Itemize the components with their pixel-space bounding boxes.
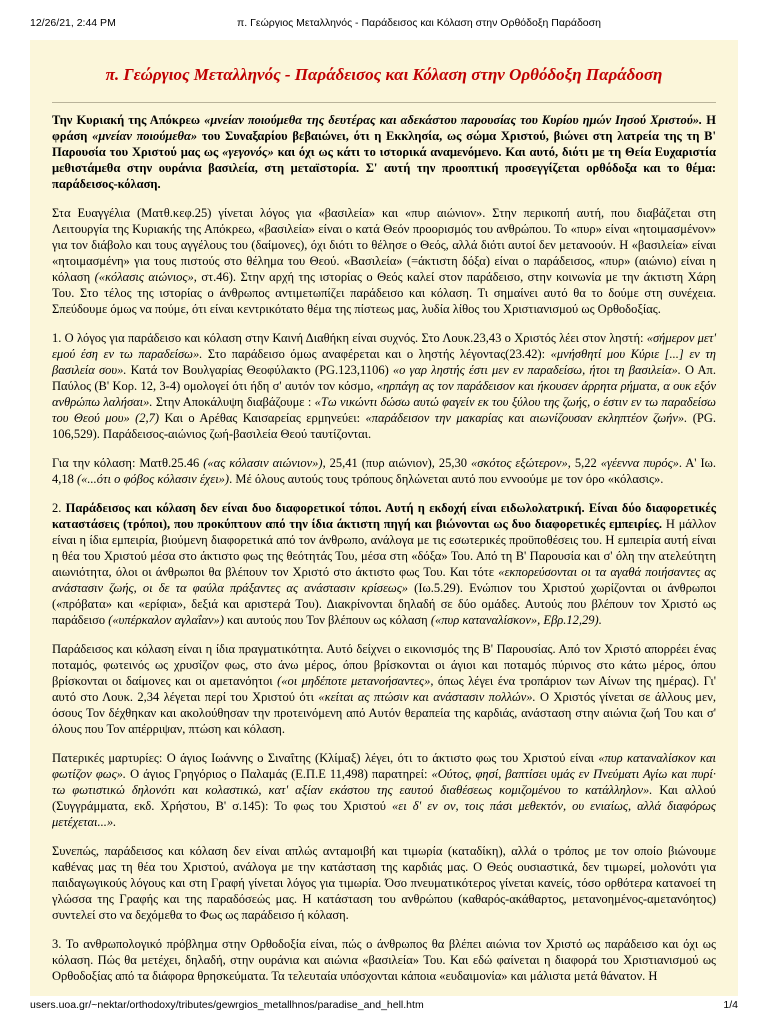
intro-paragraph: Την Κυριακή της Απόκρεω «μνείαν ποιούμεθα της δευτέρας και αδεκάστου παρουσίας του Κυρίου ημών Ιησού Χριστού». Η φράση «μνείαν ποιούμεθα» του Συναξαρίου βεβαιώνει, ότι η Εκκλησία, ως σώμα Χριστού, βιώνει στη λατρεία της τη Β' Παρουσία του Χριστού μας ως «γεγονός» και όχι ως κάτι το ιστορικά αναμενόμενο. Και αυτό, διότι με τη Θεία Ευχαριστία μεθιστάμεθα στην ουράνια βασιλεία, στη μεταϊστορία. Σ' αυτή την προοπτική προσεγγίζεται ορθόδοξα και το θέμα: παράδεισος-κόλαση. <box>52 113 716 191</box>
paragraph-patristic: Πατερικές μαρτυρίες: Ο άγιος Ιωάννης ο Σιναΐτης (Κλίμαξ) λέγει, ότι το άκτιστο φως του Χριστού είναι «πυρ καταναλίσκον και φωτίζον φως». Ο άγιος Γρηγόριος ο Παλαμάς (Ε.Π.Ε 11,498) παρατηρεί: «Ούτος, φησί, βαπτίσει υμάς εν Πνεύματι Αγίω και πυρί· τω φωτιστικώ δηλονότι και κολαστικώ, κατ' αξίαν εκάστου της εαυτού διαθέσεως κομιζομένου το κατάλληλον». Και αλλού (Συγγράμματα, εκδ. Χρήστου, Β' σ.145): Το φως του Χριστού «ει δ' εν ον, τοις πάσι μεθεκτόν, ου ενιαίως, αλλά διαφόρως μετέχεται...». <box>52 751 716 829</box>
paragraph-consequently: Συνεπώς, παράδεισος και κόλαση δεν είναι απλώς ανταμοιβή και τιμωρία (καταδίκη), αλλά ο τρόπος με τον οποίο βιώνουμε καθένας μας τη θέα του Χριστού, ανάλογα με την κατάσταση της καρδιάς μας. Ο Θεός ουσιαστικά, δεν τιμωρεί, μολονότι για παιδαγωγικούς λόγους και στη Γραφή γίνεται λόγος για τιμωρία. Όσο πνευματικότερος γίνεται κανείς, τόσο ορθότερα κατανοεί τη γλώσσα της Γραφής και της παραδόσεώς μας. Η κατάσταση του ανθρώπου (καθαρός-ακάθαρτος, μετανοημένος-αμετανόητος) συντελεί στο να δεχόμεθα το Φως ως παράδεισο ή κόλαση. <box>52 844 716 922</box>
article <box>30 40 738 996</box>
print-url: users.uoa.gr/~nektar/orthodoxy/tributes/gewrgios_metallhnos/paradise_and_hell.htm <box>30 999 424 1011</box>
paragraph-section-1: 1. Ο λόγος για παράδεισο και κόλαση στην Καινή Διαθήκη είναι συχνός. Στο Λουκ.23,43 ο Χριστός λέει στον ληστή: «σήμερον μετ' εμού έση εν τω παραδείσω». Στο παράδεισο όμως αναφέρεται και ο ληστής λέγοντας(23.42): «μνήσθητί μου Κύριε [...] εν τη βασιλεία σου». Κατά τον Βουλγαρίας Θεοφύλακτο (PG.123,1106) «ο γαρ ληστής έστι μεν εν παραδείσω, ήτοι τη βασιλεία». Ο Απ. Παύλος (Β' Κορ. 12, 3-4) ομολογεί ότι ήδη σ' αυτόν τον κόσμο, «ηρπάγη ας τον παράδεισον και ήκουσεν άρρητα ρήματα, α ουκ εξόν ανθρώπω λαλήσαι». Στην Αποκάλυψη διαβάζουμε : «Τω νικώντι δώσω αυτώ φαγείν εκ του ξύλου της ζωής, ο έστιν εν τω παραδείσω του Θεού μου» (2,7) Και ο Αρέθας Καισαρείας ερμηνεύει: «παράδεισον την μακαρίας και αιωνίζουσαν εκληπτέον ζωήν». (PG. 106,529). Παράδεισος-αιώνιος ζωή-βασιλεία Θεού ταυτίζονται. <box>52 331 716 441</box>
print-page-title: π. Γεώργιος Μεταλληνός - Παράδεισος και Κόλαση στην Ορθόδοξη Παράδοση <box>237 17 601 29</box>
paragraph-gospels: Στα Ευαγγέλια (Ματθ.κεφ.25) γίνεται λόγος για «βασιλεία» και «πυρ αιώνιον». Στην περικοπή αυτή, που διαβάζεται στη Λειτουργία της Κυριακής της Απόκρεω, «βασιλεία» είναι ο κατά Θεόν προορισμός του ανθρώπου. Το «πυρ» είναι «ητοιμασμένον» για τον διάβολο και τους αγγέλους του (δαίμονες), όχι διότι το θέλησε ο Θεός, αλλά διότι αυτοί δεν μετανοούν. Η «βασιλεία» είναι «ητοιμασμένη» για τους πιστούς στο θέλημα του Θεού. «Βασιλεία» (=άκτιστη δόξα) είναι ο παράδεισος, «πυρ» (αιώνιο) είναι η κόλαση («κόλασις αιώνιος», στ.46). Στην αρχή της ιστορίας ο Θεός καλεί στον παράδεισο, στην κοινωνία με την άκτιστη Χάρη Του. Στο τέλος της ιστορίας ο άνθρωπος αντιμετωπίζει παράδεισο και κόλαση. Τι σημαίνει αυτό θα το δούμε στη συνέχεια. Σπεύδουμε όμως να πούμε, ότι είναι κεντρικότατο θέμα της πίστεως μας, λυδία λίθος του Χριστιανισμού ως Ορθοδοξίας. <box>52 206 716 316</box>
article-heading: π. Γεώργιος Μεταλληνός - Παράδεισος και Κόλαση στην Ορθόδοξη Παράδοση <box>105 65 663 84</box>
paragraph-section-2: 2. Παράδεισος και κόλαση δεν είναι δυο διαφορετικοί τόποι. Αυτή η εκδοχή είναι ειδωλολατρική. Είναι δύο διαφορετικές καταστάσεις (τρόποι), που προκύπτουν από την ίδια άκτιστη πηγή και βιώνονται ως δυο διαφορετικές εμπειρίες. Η μάλλον είναι η ίδια εμπειρία, βιούμενη διαφορετικά από τον άνθρωπο, ανάλογα με τις εσωτερικές προϋποθέσεις του. Η εμπειρία αυτή είναι η θέα του Χριστού μέσα στο άκτιστο φως της θεότητάς Του, μέσα στη «δόξα» Του. Από τη Β' Παρουσία και σ' όλη την ατελεύτητη αιωνιότητα, όλοι οι άνθρωποι θα βλέπουν τον Χριστό στο άκτιστο φως Του. Και τότε «εκπορεύσονται οι τα αγαθά ποιήσαντες ας ανάστασιν ζωής, οι δε τα φαύλα πράξαντες ας ανάστασιν κρίσεως» (Ιω.5.29). Ενώπιον του Χριστού χωρίζονται οι άνθρωποι («πρόβατα» και «ερίφια», δεξιά και αριστερά Του). Διακρίνονται δηλαδή σε δύο ομάδες. Αυτούς που βλέπουν τον Χριστό ως παράδεισο («υπέρκαλον αγλαΐαν») και αυτούς που Τον βλέπουν ως κόλαση («πυρ καταναλίσκον», Εβρ.12,29). <box>52 501 716 627</box>
paragraph-same-reality: Παράδεισος και κόλαση είναι η ίδια πραγματικότητα. Αυτό δείχνει ο εικονισμός της Β' Παρουσίας. Από τον Χριστό απορρέει ένας ποταμός, φωτεινός ως χρυσίζον φως, στο άνω μέρος, όπου βρίσκονται οι άγιοι και ποταμός πύρινος στο κάτω μέρος, όπου βρίσκονται οι δαίμονες και οι αμετανόητοι («οι μηδέποτε μετανοήσαντες», όπως λέγει ένα τροπάριον των Αίνων της ημέρας). Γι' αυτό στο Λουκ. 2,34 λέγεται περί του Χριστού ότι «κείται ας πτώσιν και ανάστασιν πολλών». Ο Χριστός γίνεται σε άλλους μεν, όσους Τον δέχθηκαν και ακολούθησαν την προτεινόμενη από Αυτόν θεραπεία της καρδιάς, ανάσταση στην αιώνια ζωή Του και σ' όλους που Τον απέρριψαν, πτώση και κόλαση. <box>52 642 717 736</box>
paragraph-section-3: 3. Το ανθρωπολογικό πρόβλημα στην Ορθοδοξία είναι, πώς ο άνθρωπος θα βλέπει αιώνια τον Χριστό ως παράδεισο και όχι ως κόλαση. Πώς θα μετέχει, δηλαδή, στην ουράνια και αιώνια «βασιλεία» Του. Και εδώ φαίνεται η διαφορά του Χριστιανισμού ως Ορθοδοξίας από τα διάφορα θρησκεύματα. Τα τελευταία υπόσχονται κάποια «ευδαιμονία» και μάλιστα μετά θάνατον. Η <box>52 937 716 983</box>
print-footer <box>0 996 768 1024</box>
print-datetime: 12/26/21, 2:44 PM <box>30 17 116 29</box>
heading-divider <box>52 102 716 103</box>
paragraph-hell-references: Για την κόλαση: Ματθ.25.46 («ας κόλασιν αιώνιον»), 25,41 (πυρ αιώνιον), 25,30 «σκότος εξώτερον», 5,22 «γέεννα πυρός». Α' Ιω. 4,18 («...ότι ο φόβος κόλασιν έχει»). Μέ όλους αυτούς τους τρόπους δηλώνεται αυτό που εννοούμε με τον όρο «κόλασις». <box>52 456 717 486</box>
page-number: 1/4 <box>723 999 738 1011</box>
print-header <box>0 0 768 40</box>
